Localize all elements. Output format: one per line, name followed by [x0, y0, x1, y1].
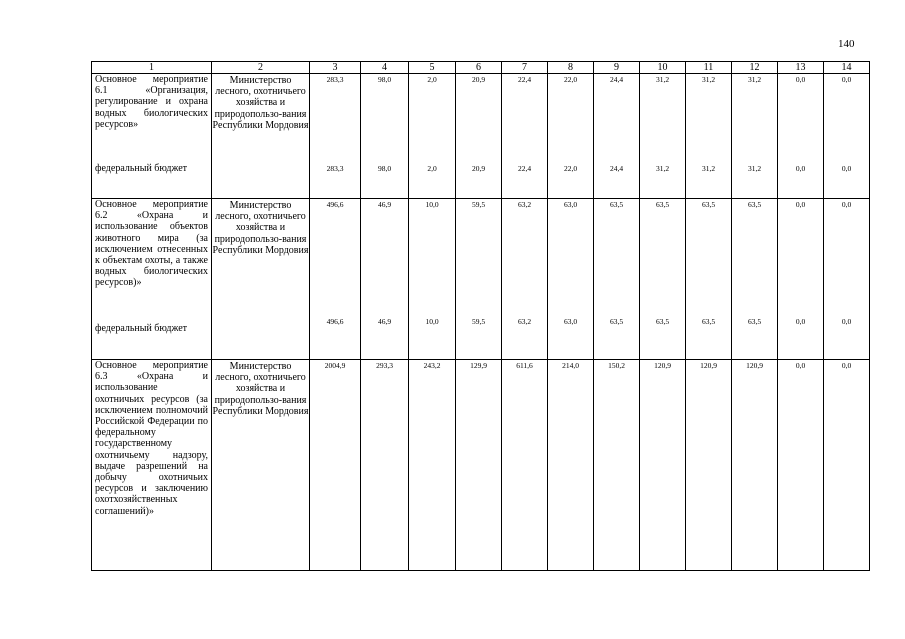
federal-budget-value: 0,0	[841, 317, 852, 326]
header-row	[92, 62, 870, 74]
federal-budget-value: 24,4	[609, 164, 624, 173]
activity-name-cell	[92, 74, 212, 199]
total-funding-value: 46,9	[377, 200, 392, 209]
funding-value-cell	[824, 74, 870, 199]
total-funding-value: 0,0	[795, 200, 806, 209]
total-funding-value: 31,2	[747, 75, 762, 84]
total-funding-value: 63,5	[609, 200, 624, 209]
total-funding-value: 22,4	[517, 75, 532, 84]
total-funding-value: 2,0	[427, 75, 437, 84]
column-number-header: 9	[594, 62, 640, 74]
total-funding-value: 0,0	[841, 75, 852, 84]
total-funding-value: 63,5	[655, 200, 670, 209]
funding-value-cell	[548, 199, 594, 360]
federal-budget-value: 63,0	[563, 317, 578, 326]
funding-value-cell	[594, 74, 640, 199]
federal-budget-value: 63,2	[517, 317, 532, 326]
total-funding-value: 243,2	[423, 361, 441, 370]
funding-value-cell	[502, 74, 548, 199]
activity-description: Основное мероприятие 6.3 «Охрана и использование охотничьих ресурсов (за исключением полномочий Российской Федерации по федеральному государственному охотничьему надзору, выдаче разрешений на добычу охотничьих ресурсов и заключению охотхозяйственных соглашений)»	[95, 360, 208, 517]
column-number-header: 10	[640, 62, 686, 74]
federal-budget-value: 20,9	[471, 164, 486, 173]
total-funding-value: 120,9	[700, 361, 717, 370]
total-funding-value: 611,6	[516, 361, 533, 370]
column-number-header: 3	[310, 62, 361, 74]
federal-budget-value: 0,0	[795, 317, 806, 326]
responsible-executor-cell: Министерство лесного, охотничьего хозяйства и природопользо-вания Республики Мордовия	[212, 199, 310, 360]
funding-value-cell	[456, 74, 502, 199]
total-funding-value: 31,2	[701, 75, 716, 84]
funding-value-cell	[732, 360, 778, 571]
table-row	[92, 199, 870, 360]
total-funding-value: 2004,9	[324, 361, 346, 370]
funding-value-cell	[502, 360, 548, 571]
funding-value-cell	[456, 199, 502, 360]
responsible-executor-cell: Министерство лесного, охотничьего хозяйства и природопользо-вания Республики Мордовия	[212, 74, 310, 199]
column-number-header: 12	[732, 62, 778, 74]
federal-budget-value: 63,5	[609, 317, 624, 326]
funding-value-cell	[310, 199, 361, 360]
total-funding-value: 120,9	[654, 361, 671, 370]
total-funding-value: 63,5	[701, 200, 716, 209]
total-funding-value: 0,0	[841, 200, 852, 209]
funding-value-cell	[732, 199, 778, 360]
activity-description: Основное мероприятие 6.2 «Охрана и использование объектов животного мира (за исключением отнесенных к объектам охоты, а также водных биологических ресурсов)»	[95, 199, 208, 289]
funding-value-cell	[778, 199, 824, 360]
total-funding-value: 0,0	[841, 361, 852, 370]
responsible-executor-cell: Министерство лесного, охотничьего хозяйства и природопользо-вания Республики Мордовия	[212, 360, 310, 571]
activity-name-cell	[92, 199, 212, 360]
funding-value-cell	[548, 360, 594, 571]
column-number-header: 4	[361, 62, 409, 74]
funding-value-cell	[778, 360, 824, 571]
budget-source-label: федеральный бюджет	[95, 163, 188, 174]
funding-value-cell	[361, 360, 409, 571]
federal-budget-value: 10,0	[425, 317, 439, 326]
funding-value-cell	[686, 360, 732, 571]
column-number-header: 6	[456, 62, 502, 74]
funding-value-cell	[409, 74, 456, 199]
total-funding-value: 293,3	[376, 361, 393, 370]
federal-budget-value: 31,2	[655, 164, 670, 173]
federal-budget-value: 0,0	[841, 164, 852, 173]
funding-value-cell	[824, 199, 870, 360]
column-number-header: 13	[778, 62, 824, 74]
funding-value-cell	[594, 199, 640, 360]
total-funding-value: 120,9	[746, 361, 763, 370]
funding-value-cell	[502, 199, 548, 360]
budget-source-label: федеральный бюджет	[95, 323, 188, 334]
total-funding-value: 22,0	[563, 75, 578, 84]
funding-value-cell	[686, 74, 732, 199]
federal-budget-value: 496,6	[326, 317, 344, 326]
total-funding-value: 10,0	[425, 200, 439, 209]
column-number-header: 14	[824, 62, 870, 74]
funding-value-cell	[409, 199, 456, 360]
funding-value-cell	[594, 360, 640, 571]
funding-value-cell	[409, 360, 456, 571]
federal-budget-value: 31,2	[701, 164, 716, 173]
funding-value-cell	[824, 360, 870, 571]
total-funding-value: 63,5	[747, 200, 762, 209]
column-number-header: 8	[548, 62, 594, 74]
total-funding-value: 129,9	[470, 361, 487, 370]
funding-value-cell	[548, 74, 594, 199]
federal-budget-value: 0,0	[795, 164, 806, 173]
total-funding-value: 59,5	[471, 200, 486, 209]
funding-value-cell	[778, 74, 824, 199]
table-row	[92, 360, 870, 571]
activity-description: Основное мероприятие 6.1 «Организация, регулирование и охрана водных биологических ресурсов»	[95, 74, 208, 130]
federal-budget-value: 98,0	[377, 164, 392, 173]
column-number-header: 1	[92, 62, 212, 74]
funding-value-cell	[640, 199, 686, 360]
activity-name-cell	[92, 360, 212, 571]
federal-budget-value: 31,2	[747, 164, 762, 173]
total-funding-value: 283,3	[326, 75, 344, 84]
funding-value-cell	[686, 199, 732, 360]
total-funding-value: 98,0	[377, 75, 392, 84]
funding-value-cell	[640, 360, 686, 571]
total-funding-value: 63,2	[517, 200, 532, 209]
total-funding-value: 20,9	[471, 75, 486, 84]
funding-value-cell	[361, 199, 409, 360]
total-funding-value: 31,2	[655, 75, 670, 84]
program-table	[91, 61, 870, 571]
federal-budget-value: 22,4	[517, 164, 532, 173]
total-funding-value: 0,0	[795, 75, 806, 84]
federal-budget-value: 63,5	[701, 317, 716, 326]
federal-budget-value: 59,5	[471, 317, 486, 326]
federal-budget-value: 63,5	[747, 317, 762, 326]
funding-value-cell	[310, 74, 361, 199]
total-funding-value: 24,4	[609, 75, 624, 84]
total-funding-value: 214,0	[562, 361, 579, 370]
page-number: 140	[838, 38, 855, 50]
column-number-header: 5	[409, 62, 456, 74]
funding-value-cell	[456, 360, 502, 571]
total-funding-value: 0,0	[795, 361, 806, 370]
funding-value-cell	[732, 74, 778, 199]
funding-value-cell	[310, 360, 361, 571]
funding-value-cell	[361, 74, 409, 199]
table-row	[92, 74, 870, 199]
column-number-header: 7	[502, 62, 548, 74]
federal-budget-value: 46,9	[377, 317, 392, 326]
federal-budget-value: 22,0	[563, 164, 578, 173]
total-funding-value: 63,0	[563, 200, 578, 209]
column-number-header: 11	[686, 62, 732, 74]
funding-value-cell	[640, 74, 686, 199]
federal-budget-value: 2,0	[427, 164, 437, 173]
federal-budget-value: 283,3	[326, 164, 344, 173]
total-funding-value: 496,6	[326, 200, 344, 209]
total-funding-value: 150,2	[608, 361, 625, 370]
federal-budget-value: 63,5	[655, 317, 670, 326]
column-number-header: 2	[212, 62, 310, 74]
